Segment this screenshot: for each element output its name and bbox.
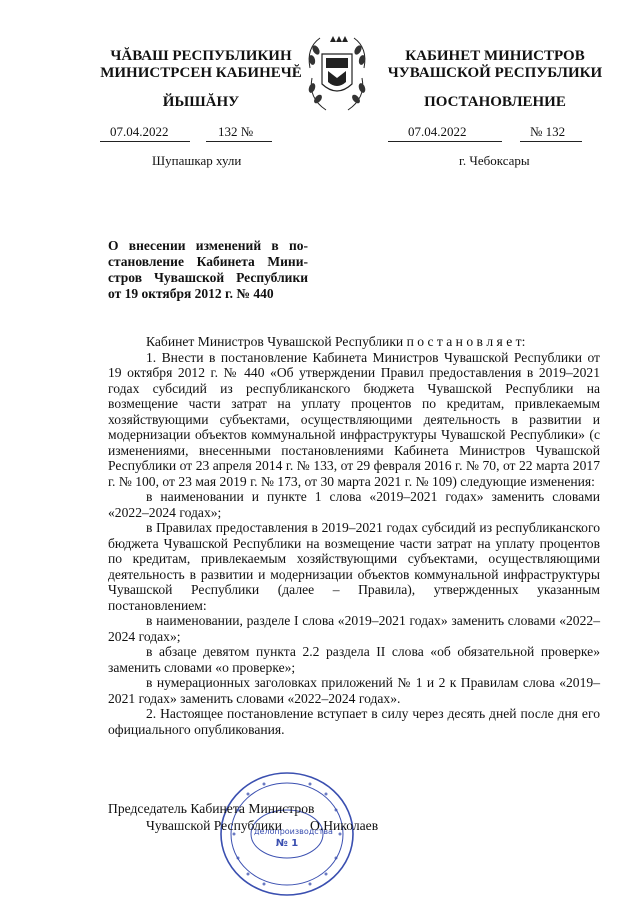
- title-line: от 19 октября 2012 г. № 440: [108, 286, 274, 301]
- body-paragraph: в абзаце девятом пункта 2.2 раздела II слова «об обязательной проверке» заменить словами «о проверке»;: [108, 644, 600, 675]
- signature-title-line2: Чувашской Республики: [146, 818, 282, 833]
- header-right-line2: ЧУВАШСКОЙ РЕСПУБЛИКИ: [387, 65, 603, 81]
- header-right-line1: КАБИНЕТ МИНИСТРОВ: [405, 48, 585, 64]
- body-paragraph: в наименовании, разделе I слова «2019–2021 годах» заменить словами «2022–2024 годах»;: [108, 613, 600, 644]
- body-paragraph: в нумерационных заголовках приложений № 1 и 2 к Правилам слова «2019–2021 годах» заменить словами «2022–2024 годах».: [108, 675, 600, 706]
- body-paragraph: в Правилах предоставления в 2019–2021 годах субсидий из республиканского бюджета Чувашской Республики на возмещение части затрат на уплату процентов по кредитам, привлекаемым хозяйствующими субъектами, осуществляющими деятельность в развитии и модернизации объектов коммунальной инфраструктуры Чувашской Республики (далее – Правила), утвержденных указанным постановлением:: [108, 520, 600, 613]
- left-number: 132 №: [218, 124, 254, 139]
- header-left: [96, 48, 306, 82]
- stamp-inner-line2: № 1: [275, 838, 299, 849]
- header-right: [386, 48, 604, 82]
- left-city: Шупашкар хули: [152, 153, 242, 168]
- left-date: 07.04.2022: [110, 124, 169, 139]
- body-paragraph: 2. Настоящее постановление вступает в силу через десять дней после дня его официального опубликования.: [108, 706, 600, 737]
- title-line: стров Чувашской Республики: [108, 270, 308, 285]
- document-title: [108, 238, 308, 302]
- document-body: [108, 334, 600, 737]
- body-paragraph: в наименовании и пункте 1 слова «2019–2021 годах» заменить словами «2022–2024 годах»;: [108, 489, 600, 520]
- title-line: О внесении изменений в по-: [108, 238, 308, 253]
- body-paragraph: 1. Внести в постановление Кабинета Министров Чувашской Республики от 19 октября 2012 г. № 440 «Об утверждении Правил предоставления в 2019–2021 годах субсидий из республиканского бюджета Чувашской Республики на возмещение части затрат на уплату процентов по кредитам, привлекаемым хозяйствующими субъектами, осуществляющими деятельность в развитии и модернизации объектов коммунальной инфраструктуры Чувашской Республики» (с изменениями, внесенными постановлениями Кабинета Министров Чувашской Республики от 23 апреля 2014 г. № 133, от 29 февраля 2016 г. № 70, от 22 марта 2017 г. № 100, от 23 мая 2019 г. № 173, от 30 марта 2021 г. № 109) следующие изменения:: [108, 349, 600, 489]
- title-line: становление Кабинета Мини-: [108, 254, 308, 269]
- header-left-line1: ЧĂВАШ РЕСПУБЛИКИН: [110, 48, 292, 64]
- header-right-doc-type: ПОСТАНОВЛЕНИЕ: [424, 94, 566, 110]
- body-paragraph: Кабинет Министров Чувашской Республики п о с т а н о в л я е т:: [146, 334, 526, 349]
- emblem-icon: [296, 28, 378, 116]
- right-number: № 132: [530, 124, 566, 139]
- header-left-doc-type: ЙЫШĂНУ: [162, 94, 240, 110]
- signature-title-line1: Председатель Кабинета Министров: [108, 801, 315, 816]
- header-left-line2: МИНИСТРСЕН КАБИНЕЧĔ: [100, 65, 302, 81]
- right-date: 07.04.2022: [408, 124, 467, 139]
- official-stamp: [218, 770, 356, 898]
- stamp-inner-line1: делопроизводства: [254, 827, 333, 836]
- right-city: г. Чебоксары: [459, 153, 530, 168]
- signature-name: О.Николаев: [310, 818, 379, 833]
